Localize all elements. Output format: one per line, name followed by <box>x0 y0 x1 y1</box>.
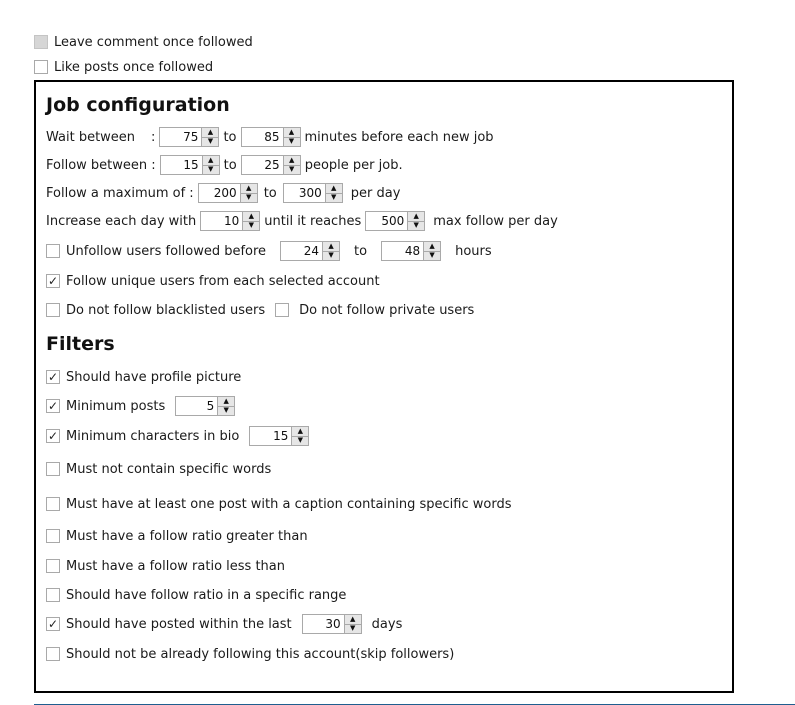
ratio-less-option[interactable] <box>46 556 285 576</box>
increase-label: Increase each day with <box>46 213 197 229</box>
check-icon: ✓ <box>47 617 59 631</box>
min-posts-value[interactable]: 5 <box>206 399 215 413</box>
chevron-down-icon[interactable]: ▼ <box>345 624 361 634</box>
posted-within-stepper[interactable] <box>302 614 362 634</box>
increase-max-value[interactable]: 500 <box>381 214 405 228</box>
increase-value[interactable]: 10 <box>223 214 240 228</box>
min-bio-stepper[interactable] <box>249 426 309 446</box>
caption-words-checkbox[interactable] <box>46 497 60 511</box>
wait-from-value[interactable]: 75 <box>183 130 199 144</box>
unfollow-checkbox[interactable] <box>46 244 60 258</box>
check-icon: ✓ <box>47 399 59 413</box>
chevron-down-icon[interactable]: ▼ <box>408 221 424 231</box>
chevron-down-icon[interactable]: ▼ <box>284 165 300 175</box>
filters-title: Filters <box>46 333 115 355</box>
like-posts-checkbox[interactable] <box>34 60 48 74</box>
chevron-up-icon[interactable]: ▲ <box>408 212 424 221</box>
min-posts-label: Minimum posts <box>66 398 166 414</box>
ratio-greater-checkbox[interactable] <box>46 529 60 543</box>
unfollow-from-value[interactable]: 24 <box>303 244 320 258</box>
chevron-down-icon[interactable]: ▼ <box>326 193 342 203</box>
follow-between-suffix: people per job. <box>304 157 403 173</box>
chevron-up-icon[interactable]: ▲ <box>292 427 308 436</box>
chevron-up-icon[interactable]: ▲ <box>424 242 440 251</box>
follow-max-to-label: to <box>263 185 277 201</box>
wait-to-value[interactable]: 85 <box>264 130 280 144</box>
chevron-down-icon[interactable]: ▼ <box>218 406 234 416</box>
chevron-up-icon[interactable]: ▲ <box>241 184 257 193</box>
unfollow-from-stepper[interactable] <box>280 241 340 261</box>
follow-between-row <box>46 155 403 175</box>
chevron-up-icon[interactable]: ▲ <box>326 184 342 193</box>
chevron-up-icon[interactable]: ▲ <box>243 212 259 221</box>
follow-between-from-stepper[interactable] <box>160 155 220 175</box>
wait-between-label: Wait between <box>46 129 136 145</box>
follow-between-label: Follow between : <box>46 157 156 173</box>
unfollow-to-stepper[interactable] <box>381 241 441 261</box>
chevron-up-icon[interactable]: ▲ <box>202 128 218 137</box>
follow-between-to-stepper[interactable] <box>241 155 301 175</box>
no-words-label: Must not contain specific words <box>66 461 272 477</box>
ratio-less-label: Must have a follow ratio less than <box>66 558 285 574</box>
ratio-greater-option[interactable] <box>46 526 308 546</box>
min-bio-row <box>46 426 309 446</box>
posted-within-suffix: days <box>371 616 403 632</box>
profile-picture-option[interactable] <box>46 367 241 387</box>
unfollow-to-label: to <box>354 243 368 259</box>
blacklisted-private-row <box>46 300 474 320</box>
increase-row <box>46 211 558 231</box>
profile-picture-label: Should have profile picture <box>66 369 242 385</box>
follow-between-from-value[interactable]: 15 <box>183 158 199 172</box>
chevron-down-icon[interactable]: ▼ <box>292 436 308 446</box>
posted-within-label: Should have posted within the last <box>66 616 292 632</box>
chevron-down-icon[interactable]: ▼ <box>241 193 257 203</box>
skip-followers-checkbox[interactable] <box>46 647 60 661</box>
min-bio-label: Minimum characters in bio <box>66 428 240 444</box>
skip-followers-label: Should not be already following this account(skip followers) <box>66 646 455 662</box>
wait-to-label: to <box>223 129 237 145</box>
check-icon: ✓ <box>47 370 59 384</box>
posted-within-row <box>46 614 402 634</box>
follow-between-to-value[interactable]: 25 <box>264 158 280 172</box>
leave-comment-label: Leave comment once followed <box>54 34 253 50</box>
wait-to-stepper[interactable] <box>241 127 301 147</box>
ratio-greater-label: Must have a follow ratio greater than <box>66 528 308 544</box>
follow-max-row <box>46 183 400 203</box>
posted-within-value[interactable]: 30 <box>325 617 341 631</box>
private-label: Do not follow private users <box>299 302 475 318</box>
increase-suffix: max follow per day <box>433 213 558 229</box>
unfollow-to-value[interactable]: 48 <box>404 244 421 258</box>
unique-users-checkbox[interactable] <box>46 274 60 288</box>
follow-max-from-stepper[interactable] <box>198 183 258 203</box>
unique-users-label: Follow unique users from each selected account <box>66 273 380 289</box>
wait-between-row <box>46 127 494 147</box>
increase-middle-label: until it reaches <box>264 213 362 229</box>
follow-max-to-stepper[interactable] <box>283 183 343 203</box>
skip-followers-option[interactable] <box>46 644 454 664</box>
private-checkbox[interactable] <box>275 303 289 317</box>
ratio-range-label: Should have follow ratio in a specific range <box>66 587 347 603</box>
chevron-up-icon[interactable]: ▲ <box>218 397 234 406</box>
wait-between-colon: : <box>151 129 156 145</box>
chevron-down-icon[interactable]: ▼ <box>202 137 218 147</box>
min-bio-value[interactable]: 15 <box>273 429 289 443</box>
wait-suffix: minutes before each new job <box>304 129 494 145</box>
increase-value-stepper[interactable] <box>200 211 260 231</box>
unique-users-option[interactable] <box>46 271 380 291</box>
chevron-down-icon[interactable]: ▼ <box>424 251 440 261</box>
no-words-option[interactable] <box>46 459 271 479</box>
check-icon: ✓ <box>47 429 59 443</box>
min-posts-row <box>46 396 235 416</box>
ratio-range-option[interactable] <box>46 585 346 605</box>
unfollow-suffix: hours <box>455 243 492 259</box>
ratio-range-checkbox[interactable] <box>46 588 60 602</box>
follow-max-to-value[interactable]: 300 <box>298 186 322 200</box>
follow-max-from-value[interactable]: 200 <box>213 186 237 200</box>
profile-picture-checkbox[interactable] <box>46 370 60 384</box>
wait-from-stepper[interactable] <box>159 127 219 147</box>
ratio-less-checkbox[interactable] <box>46 559 60 573</box>
chevron-up-icon[interactable]: ▲ <box>284 128 300 137</box>
leave-comment-checkbox[interactable] <box>34 35 48 49</box>
follow-max-label: Follow a maximum of : <box>46 185 194 201</box>
leave-comment-option[interactable] <box>34 32 253 52</box>
unfollow-row <box>46 241 492 261</box>
follow-max-suffix: per day <box>350 185 401 201</box>
unfollow-label: Unfollow users followed before <box>66 243 267 259</box>
blacklisted-label: Do not follow blacklisted users <box>66 302 266 318</box>
chevron-down-icon[interactable]: ▼ <box>323 251 339 261</box>
increase-max-stepper[interactable] <box>365 211 425 231</box>
caption-words-option[interactable] <box>46 494 511 514</box>
job-configuration-title: Job configuration <box>46 94 230 116</box>
min-posts-checkbox[interactable] <box>46 399 60 413</box>
chevron-up-icon[interactable]: ▲ <box>323 242 339 251</box>
like-posts-label: Like posts once followed <box>54 59 214 75</box>
chevron-up-icon[interactable]: ▲ <box>345 615 361 624</box>
chevron-up-icon[interactable]: ▲ <box>203 156 219 165</box>
follow-between-to-label: to <box>223 157 237 173</box>
blacklisted-checkbox[interactable] <box>46 303 60 317</box>
min-bio-checkbox[interactable] <box>46 429 60 443</box>
chevron-down-icon[interactable]: ▼ <box>243 221 259 231</box>
no-words-checkbox[interactable] <box>46 462 60 476</box>
chevron-down-icon[interactable]: ▼ <box>284 137 300 147</box>
check-icon: ✓ <box>47 274 59 288</box>
min-posts-stepper[interactable] <box>175 396 235 416</box>
chevron-down-icon[interactable]: ▼ <box>203 165 219 175</box>
like-posts-option[interactable] <box>34 57 213 77</box>
chevron-up-icon[interactable]: ▲ <box>284 156 300 165</box>
posted-within-checkbox[interactable] <box>46 617 60 631</box>
caption-words-label: Must have at least one post with a caption containing specific words <box>66 496 512 512</box>
